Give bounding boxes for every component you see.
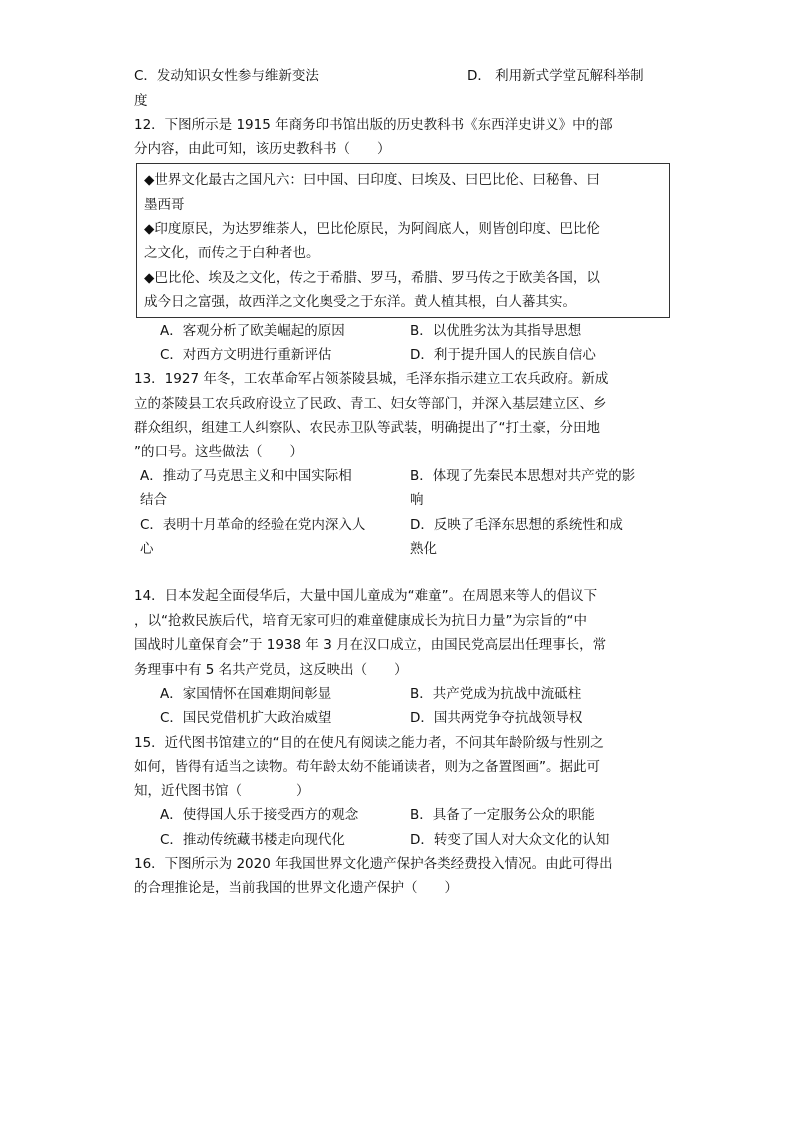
q14-option-b: B．共产党成为抗战中流砥柱 (410, 686, 582, 702)
q13-option-a: A．推动了马克思主义和中国实际相 (140, 468, 352, 484)
q13-stem-line-2: 立的茶陵县工农兵政府设立了民政、青工、妇女等部门，并深入基层建立区、乡 (134, 396, 607, 412)
q12-stem-line-1: 12．下图所示是 1915 年商务印书馆出版的历史教科书《东西洋史讲义》中的部 (134, 117, 613, 133)
q11-option-d: D． 利用新式学堂瓦解科举制 (467, 68, 644, 84)
q13-stem-line-4: ”的口号。这些做法（ ） (134, 444, 303, 460)
q14-stem-line-2: ，以“抢救民族后代，培育无家可归的难童健康成长为抗日力量”为宗旨的“中 (134, 613, 587, 629)
q14-option-c: C．国民党借机扩大政治威望 (160, 710, 332, 726)
q12-source-line-4: 之文化，而传之于白种者也。 (144, 245, 320, 261)
q16-stem-line-2: 的合理推论是，当前我国的世界文化遗产保护（ ） (134, 880, 458, 896)
q12-source-line-1: ◆世界文化最古之国凡六：曰中国、曰印度、曰埃及、曰巴比伦、曰秘鲁、曰 (144, 172, 600, 188)
q11-option-c: C．发动知识女性参与维新变法 (134, 68, 319, 84)
q13-stem-line-3: 群众组织，组建工人纠察队、农民赤卫队等武装，明确提出了“打土豪，分田地 (134, 420, 600, 436)
q13-option-d: D．反映了毛泽东思想的系统性和成 (410, 517, 623, 533)
q13-option-d-cont: 熟化 (410, 541, 437, 557)
q15-option-d: D．转变了国人对大众文化的认知 (410, 832, 610, 848)
q12-option-d: D．利于提升国人的民族自信心 (410, 347, 596, 363)
q12-option-b: B．以优胜劣汰为其指导思想 (410, 323, 582, 339)
q14-option-a: A．家国情怀在国难期间彰显 (160, 686, 332, 702)
q14-stem-line-4: 务理事中有 5 名共产党员，这反映出（ ） (134, 662, 408, 678)
q13-option-c: C．表明十月革命的经验在党内深入人 (140, 517, 366, 533)
q15-stem-line-1: 15．近代图书馆建立的“目的在使凡有阅读之能力者，不问其年龄阶级与性别之 (134, 735, 604, 751)
q14-option-d: D．国共两党争夺抗战领导权 (410, 710, 583, 726)
q12-source-line-3: ◆印度原民，为达罗维荼人，巴比伦原民，为阿阎底人，则皆创印度、巴比伦 (144, 221, 600, 237)
q12-option-c: C．对西方文明进行重新评估 (160, 347, 332, 363)
q14-stem-line-1: 14．日本发起全面侵华后，大量中国儿童成为“难童”。在周恩来等人的倡议下 (134, 588, 598, 604)
q12-stem-line-2: 分内容，由此可知，该历史教科书（ ） (134, 141, 391, 157)
q16-stem-line-1: 16．下图所示为 2020 年我国世界文化遗产保护各类经费投入情况。由此可得出 (134, 856, 613, 872)
q12-source-line-5: ◆巴比伦、埃及之文化，传之于希腊、罗马，希腊、罗马传之于欧美各国，以 (144, 270, 600, 286)
q15-option-b: B．具备了一定服务公众的职能 (410, 807, 595, 823)
q13-option-c-cont: 心 (140, 541, 154, 557)
q12-source-line-2: 墨西哥 (144, 197, 185, 213)
q15-option-c: C．推动传统藏书楼走向现代化 (160, 832, 345, 848)
q12-option-a: A．客观分析了欧美崛起的原因 (160, 323, 345, 339)
q13-stem-line-1: 13．1927 年冬，工农革命军占领茶陵县城，毛泽东指示建立工农兵政府。新成 (134, 371, 609, 387)
q14-stem-line-3: 国战时儿童保育会”于 1938 年 3 月在汉口成立，由国民党高层出任理事长，常 (134, 637, 607, 653)
q15-option-a: A．使得国人乐于接受西方的观念 (160, 807, 359, 823)
q15-stem-line-3: 知，近代图书馆（ ） (134, 783, 310, 799)
q13-option-a-cont: 结合 (140, 492, 167, 508)
q11-option-d-cont: 度 (134, 93, 148, 109)
q15-stem-line-2: 如何，皆得有适当之读物。苟年龄太幼不能诵读者，则为之备置图画”。据此可 (134, 759, 600, 775)
q12-source-line-6: 成今日之富强，故西洋之文化奥受之于东洋。黄人植其根，白人蕃其实。 (144, 294, 576, 310)
q13-option-b: B．体现了先秦民本思想对共产党的影 (410, 468, 636, 484)
q13-option-b-cont: 响 (410, 492, 424, 508)
